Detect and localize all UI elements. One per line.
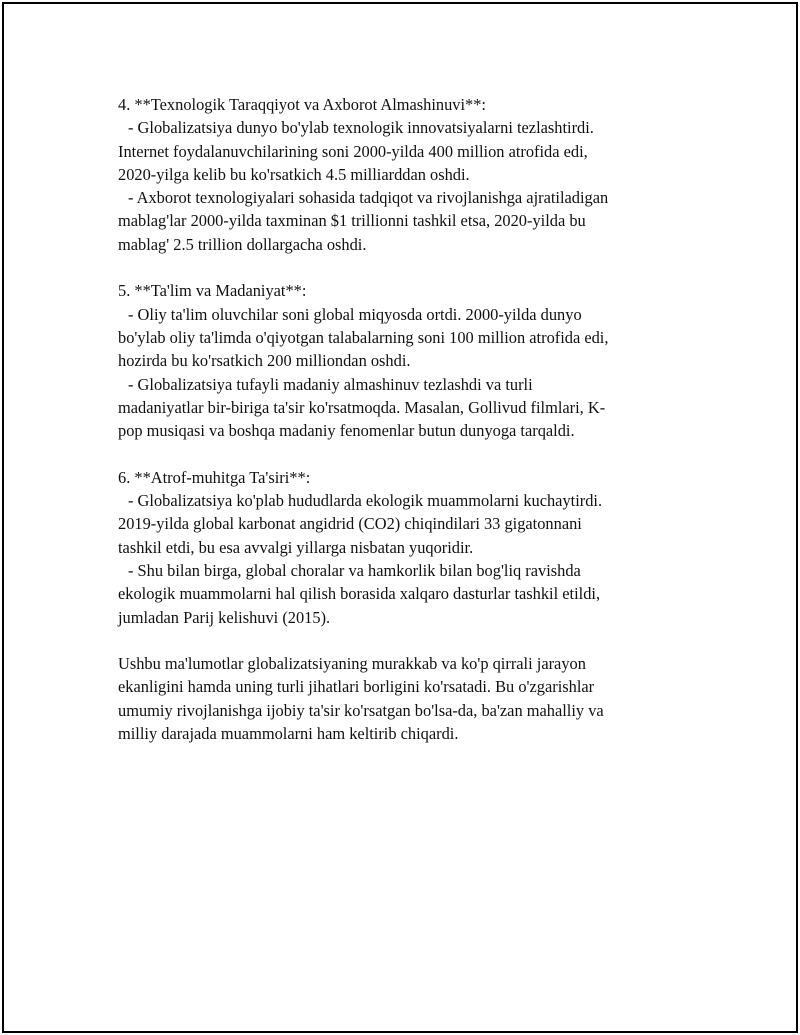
bullet-line: mablag'lar 2000-yilda taxminan $1 trillionni tashkil etsa, 2020-yilda bu <box>118 211 586 231</box>
bullet-line: hozirda bu ko'rsatkich 200 milliondan oshdi. <box>118 351 411 371</box>
conclusion-paragraph <box>118 652 688 745</box>
conclusion-line: Ushbu ma'lumotlar globalizatsiyaning murakkab va ko'p qirrali jarayon <box>118 654 586 674</box>
section-technology <box>118 93 688 256</box>
bullet-line: mablag' 2.5 trillion dollargacha oshdi. <box>118 234 367 254</box>
bullet-line: - Axborot texnologiyalari sohasida tadqiqot va rivojlanishga ajratiladigan <box>128 188 609 208</box>
bullet-line: tashkil etdi, bu esa avvalgi yillarga nisbatan yuqoridir. <box>118 537 474 557</box>
bullet-line: Internet foydalanuvchilarining soni 2000-yilda 400 million atrofida edi, <box>118 141 588 161</box>
section-education-culture <box>118 279 688 442</box>
bullet-line: - Globalizatsiya dunyo bo'ylab texnologik innovatsiyalarni tezlashtirdi. <box>128 118 594 138</box>
paragraph-gap <box>118 256 688 279</box>
conclusion-line: umumiy rivojlanishga ijobiy ta'sir ko'rsatgan bo'lsa-da, ba'zan mahalliy va <box>118 700 604 720</box>
bullet-line: bo'ylab oliy ta'limda o'qiyotgan talabalarning soni 100 million atrofida edi, <box>118 327 609 347</box>
bullet-line: - Oliy ta'lim oluvchilar soni global miqyosda ortdi. 2000-yilda dunyo <box>128 304 582 324</box>
bullet-line: pop musiqasi va boshqa madaniy fenomenlar butun dunyoga tarqaldi. <box>118 421 575 441</box>
section-environment <box>118 466 688 629</box>
bullet-line: - Globalizatsiya tufayli madaniy almashinuv tezlashdi va turli <box>128 374 533 394</box>
bullet-line: 2019-yilda global karbonat angidrid (CO2) chiqindilari 33 gigatonnani <box>118 514 582 534</box>
bullet-line: - Shu bilan birga, global choralar va hamkorlik bilan bog'liq ravishda <box>128 560 581 580</box>
bullet-line: jumladan Parij kelishuvi (2015). <box>118 607 331 627</box>
paragraph-gap <box>118 629 688 652</box>
bullet-line: ekologik muammolarni hal qilish borasida xalqaro dasturlar tashkil etildi, <box>118 584 601 604</box>
bullet-line: - Globalizatsiya ko'plab hududlarda ekologik muammolarni kuchaytirdi. <box>128 491 603 511</box>
conclusion-line: ekanligini hamda uning turli jihatlari borligini ko'rsatadi. Bu o'zgarishlar <box>118 677 595 697</box>
bullet-line: 2020-yilga kelib bu ko'rsatkich 4.5 milliarddan oshdi. <box>118 164 470 184</box>
conclusion-line: milliy darajada muammolarni ham keltirib chiqardi. <box>118 724 459 744</box>
document-body <box>118 93 688 745</box>
section-heading: 4. **Texnologik Taraqqiyot va Axborot Almashinuvi**: <box>118 95 486 114</box>
section-heading: 5. **Ta'lim va Madaniyat**: <box>118 281 307 301</box>
section-heading: 6. **Atrof-muhitga Ta'siri**: <box>118 467 311 487</box>
bullet-line: madaniyatlar bir-biriga ta'sir ko'rsatmoqda. Masalan, Gollivud filmlari, K- <box>118 397 606 417</box>
paragraph-gap <box>118 442 688 465</box>
